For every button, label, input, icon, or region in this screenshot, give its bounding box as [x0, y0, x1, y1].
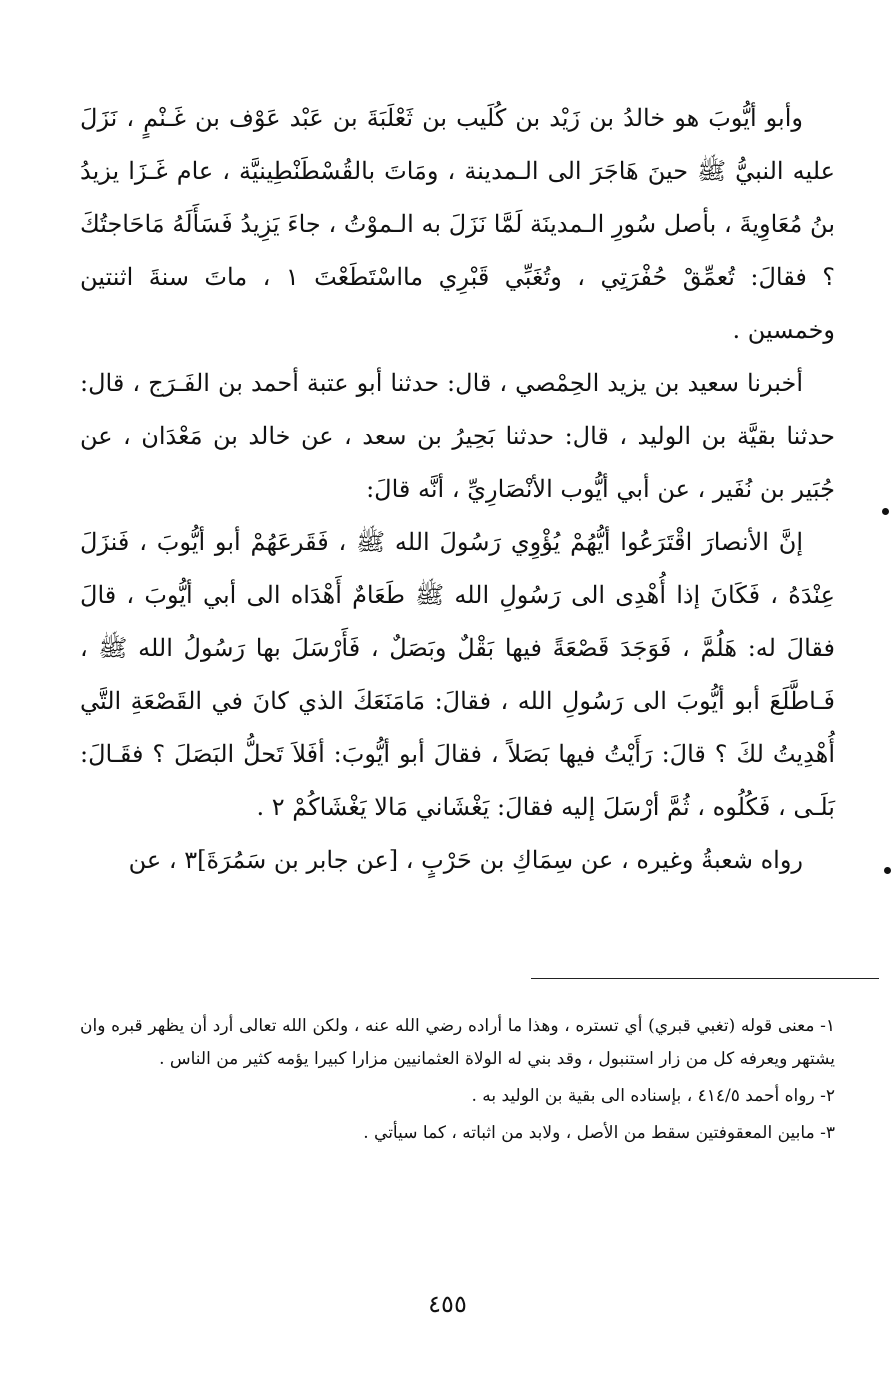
main-text	[80, 92, 835, 887]
paragraph-riwaya: رواه شعبةُ وغيره ، عن سِمَاكِ بن حَرْبٍ ، [عن جابر بن سَمُرَةَ]٣ ، عن	[128, 846, 803, 874]
footnote-3: ٣- مابين المعقوفتين سقط من الأصل ، ولابد من اثباته ، كما سيأتي .	[363, 1123, 835, 1143]
paragraph-abu-ayyub-bio: وأبو أيُّوبَ هو خالدُ بن زَيْد بن كُلَيب بن ثَعْلَبَةَ بن عَبْد عَوْف بن غَـنْمٍ ، نَزَلَ عليه النبيُّ ﷺ حينَ هَاجَرَ الى الـمدينة ، ومَاتَ بالقُسْطَنْطِينيَّة ، عام غَـزَا يزيدُ بنُ مُعَاوِيةَ ، بأصل سُورِ الـمدينَة لَمَّا نَزَلَ به الـموْتُ ، جاءَ يَزِيدُ فَسَأَلَهُ مَاحَاجتُكَ ؟ فقالَ: تُعمِّقْ حُفْرَتِي ، وتُغَبِّي قَبْرِي مااسْتَطَعْتَ ١ ، ماتَ سنةَ اثنتين وخمسين .	[80, 104, 836, 344]
page-number: ٤٥٥	[428, 1290, 467, 1318]
margin-mark	[884, 867, 891, 874]
footnote-divider	[531, 978, 879, 979]
footnote-2: ٢- رواه أحمد ٤١٤/٥ ، بإسناده الى بقية بن الوليد به .	[471, 1086, 835, 1106]
paragraph-isnad: أخبرنا سعيد بن يزيد الحِمْصي ، قال: حدثنا أبو عتبة أحمد بن الفَـرَج ، قال: حدثنا بقيَّة بن الوليد ، قال: حدثنا بَحِيرُ بن سعد ، عن خالد بن مَعْدَان ، عن جُبَير بن نُفَير ، عن أبي أيُّوب الأنْصَارِيِّ ، أنَّه قالَ:	[80, 369, 835, 503]
footnote-1: ١- معنى قوله (تغبي قبري) أي تستره ، وهذا ما أراده رضي الله عنه ، ولكن الله تعالى أرد أن يظهر قبره وان يشتهر ويعرفه كل من زار استنبول ، وقد بني له الولاة العثمانيين مزارا كبيرا يؤمه كثير من الناس .	[80, 1016, 835, 1069]
margin-mark	[882, 508, 889, 515]
paragraph-hadith: إنَّ الأنصارَ اقْتَرَعُوا أيُّهُمْ يُؤْوِي رَسُولَ الله ﷺ ، فَقَرعَهُمْ أبو أيُّوبَ ، فَنزَلَ عِنْدَهُ ، فَكَانَ إذا أُهْدِى الى رَسُولِ الله ﷺ طَعَامٌ أَهْدَاه الى أبي أيُّوبَ ، قالَ فقالَ له: هَلُمَّ ، فَوَجَدَ قَصْعَةً فيها بَقْلٌ وبَصَلٌ ، فَأَرْسَلَ بها رَسُولُ الله ﷺ ، فَـاطَّلَعَ أبو أيُّوبَ الى رَسُولِ الله ، فقالَ: مَامَنَعَكَ الذي كانَ في القَصْعَةِ التَّي أُهْدِيتُ لكَ ؟ قالَ: رَأَيْتُ فيها بَصَلاً ، فقالَ أبو أيُّوبَ: أفَلاَ تَحلُّ البَصَلَ ؟ فقَـالَ: بَلَـى ، فَكُلُوه ، ثُمَّ أرْسَلَ إليه فقالَ: يَغْشَاني مَالا يَغْشَاكُمْ ٢ .	[80, 528, 835, 821]
footnotes	[80, 1010, 835, 1154]
